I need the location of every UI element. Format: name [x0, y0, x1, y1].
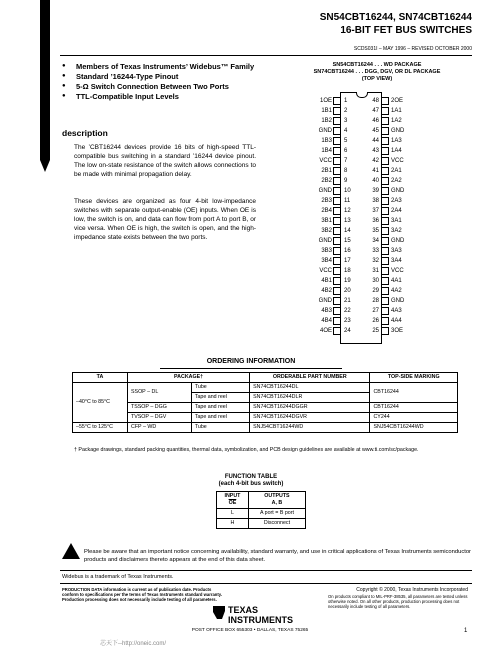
pin-name: 4A4 — [391, 318, 402, 324]
pin-name: 3B4 — [321, 258, 332, 264]
description-heading: description — [62, 128, 108, 138]
pin-name: GND — [391, 188, 405, 194]
pin-pad — [333, 287, 341, 295]
range-cell: –55°C to 125°C — [73, 423, 128, 433]
pin-number: 29 — [372, 288, 379, 294]
pin-pad — [333, 107, 341, 115]
trademark-rule — [60, 570, 472, 571]
pin-pad — [381, 117, 389, 125]
pin-name: GND — [391, 238, 405, 244]
part-cell: SN74CBT16244DLR — [250, 393, 370, 403]
description-para-2: These devices are organized as four 4-bit low-impedance switches with separate output-enable (OE) inputs. When OE is low, the switch is on, and data can flow from port A to port B, or vice versa. When OE is high, the switch is open, and the high-impedance state exists between the two ports. — [74, 198, 256, 241]
pin-name: 1B2 — [321, 118, 332, 124]
pin-number: 42 — [372, 158, 379, 164]
output-cell: A port = B port — [248, 509, 305, 519]
pin-name: 4B2 — [321, 288, 332, 294]
part-cell: SN74CBT16244DGGR — [250, 403, 370, 413]
title-line-2: 16-BIT FET BUS SWITCHES — [340, 25, 472, 36]
pin-number: 21 — [344, 298, 351, 304]
pin-pad — [381, 297, 389, 305]
pin-name: 3B3 — [321, 248, 332, 254]
pin-number: 13 — [344, 218, 351, 224]
pin-pad — [333, 307, 341, 315]
pin-number: 19 — [344, 278, 351, 284]
table-row — [217, 509, 306, 519]
pin-name: 2A1 — [391, 168, 402, 174]
pin-name: 3A3 — [391, 248, 402, 254]
copyright: Copyright © 2000, Texas Instruments Incorporated — [356, 587, 468, 593]
pin-name: 3A2 — [391, 228, 402, 234]
pin-pad — [381, 177, 389, 185]
address: POST OFFICE BOX 655303 • DALLAS, TEXAS 75265 — [191, 628, 309, 633]
pin-number: 15 — [344, 238, 351, 244]
pin-pad — [381, 277, 389, 285]
pin-number: 24 — [344, 328, 351, 334]
pin-pad — [381, 317, 389, 325]
pin-pad — [333, 317, 341, 325]
pin-pad — [333, 137, 341, 145]
pin-pad — [381, 137, 389, 145]
pin-pad — [333, 257, 341, 265]
type-cell: Tape and reel — [191, 393, 249, 403]
pin-number: 14 — [344, 228, 351, 234]
pin-pad — [381, 107, 389, 115]
pkg-cell: CFP – WD — [128, 423, 192, 433]
pin-name: 3OE — [391, 328, 404, 334]
page-number: 1 — [464, 628, 468, 634]
pin-number: 39 — [372, 188, 379, 194]
pin-pad — [381, 207, 389, 215]
pin-number: 18 — [344, 268, 351, 274]
pin-pad — [333, 127, 341, 135]
pin-name: GND — [318, 238, 332, 244]
pin-pad — [333, 327, 341, 335]
pin-number: 45 — [372, 128, 379, 134]
pin-pad — [381, 227, 389, 235]
pin-pad — [333, 277, 341, 285]
package-line-1: SN54CBT16244 . . . WD PACKAGE — [332, 62, 422, 68]
table-header-row — [217, 492, 306, 509]
feature-item: ● Members of Texas Instruments’ Widebus™ Family — [62, 62, 262, 71]
pin-pad — [381, 197, 389, 205]
function-table-title: FUNCTION TABLE — [224, 474, 278, 480]
pin-name: 4OE — [319, 328, 332, 334]
pin-pad — [381, 267, 389, 275]
pin-pad — [333, 237, 341, 245]
pin-number: 44 — [372, 138, 379, 144]
pin-pad — [333, 177, 341, 185]
table-row — [73, 403, 458, 413]
ordering-title: ORDERING INFORMATION — [206, 358, 296, 365]
table-header-row — [73, 373, 458, 383]
pin-name: 2B2 — [321, 178, 332, 184]
pin-number: 31 — [372, 268, 379, 274]
pin-number: 17 — [344, 258, 351, 264]
description-para-1: The ’CBT16244 devices provide 16 bits of high-speed TTL-compatible bus switching in a standard ’16244 device pinout. The low on-state resistance of the switch allows connections to be made with minimal propagation delay. — [74, 144, 256, 178]
pin-pad — [381, 247, 389, 255]
side-bar-graphic — [40, 0, 50, 160]
pin-name: GND — [318, 128, 332, 134]
pin-number: 36 — [372, 218, 379, 224]
pin-number: 40 — [372, 178, 379, 184]
pin-number: 3 — [344, 118, 348, 124]
pin-number: 35 — [372, 228, 379, 234]
pin-name: VCC — [319, 268, 332, 274]
col-header-marking: TOP-SIDE MARKING — [370, 373, 458, 383]
pin-number: 41 — [372, 168, 379, 174]
pin-name: VCC — [319, 158, 332, 164]
type-cell: Tape and reel — [191, 403, 249, 413]
pin-number: 25 — [372, 328, 379, 334]
pkg-cell: TSSOP – DGG — [128, 403, 192, 413]
pin-name: 3B2 — [321, 228, 332, 234]
type-cell: Tube — [191, 423, 249, 433]
range-cell: –40°C to 85°C — [73, 383, 128, 423]
pin-pad — [333, 97, 341, 105]
pin-name: 2A2 — [391, 178, 402, 184]
pin-name: 2OE — [391, 98, 404, 104]
pin-pad — [381, 157, 389, 165]
pkg-cell: TVSOP – DGV — [128, 413, 192, 423]
pin-number: 22 — [344, 308, 351, 314]
pin-pad — [381, 127, 389, 135]
ti-logo-icon — [212, 604, 226, 620]
pin-number: 12 — [344, 208, 351, 214]
pin-name: 4B4 — [321, 318, 332, 324]
pin-number: 46 — [372, 118, 379, 124]
table-row — [217, 519, 306, 529]
pin-name: 4B3 — [321, 308, 332, 314]
mark-cell: SNJ54CBT16244WD — [370, 423, 458, 433]
pin-pad — [333, 187, 341, 195]
pin-name: 4B1 — [321, 278, 332, 284]
watermark-text: 芯天下--http://oneic.com/ — [100, 641, 167, 647]
pin-pad — [381, 187, 389, 195]
pin-name: VCC — [391, 268, 404, 274]
part-cell: SN74CBT16244DL — [250, 383, 370, 393]
pin-name: GND — [318, 188, 332, 194]
pin-name: VCC — [391, 158, 404, 164]
pin-name: GND — [391, 128, 405, 134]
pin-name: 1A2 — [391, 118, 402, 124]
pin-pad — [381, 217, 389, 225]
pin-number: 34 — [372, 238, 379, 244]
pin-pad — [381, 167, 389, 175]
part-cell: SNJ54CBT16244WD — [250, 423, 370, 433]
pkg-cell: SSOP – DL — [128, 383, 192, 403]
pin-number: 11 — [344, 198, 351, 204]
mil-spec-note: On products compliant to MIL-PRF-38535, all parameters are tested unless otherwise noted. On all other products, production processing does not necessarily include testing of all parameters. — [328, 594, 468, 609]
pin-name: 3B1 — [321, 218, 332, 224]
col-header-outputs: OUTPUTS A, B — [248, 492, 305, 509]
pin-name: 1B1 — [321, 108, 332, 114]
ordering-table — [72, 372, 458, 433]
pin-number: 4 — [344, 128, 348, 134]
pin-name: 2B3 — [321, 198, 332, 204]
pin-pad — [381, 147, 389, 155]
pin-number: 2 — [344, 108, 348, 114]
pin-name: GND — [391, 298, 405, 304]
pin-pad — [333, 227, 341, 235]
pin-number: 16 — [344, 248, 351, 254]
pin-number: 20 — [344, 288, 351, 294]
pin-name: 1B4 — [321, 148, 332, 154]
pin-number: 23 — [344, 318, 351, 324]
pin-pad — [381, 237, 389, 245]
feature-list — [62, 62, 262, 102]
table-row — [73, 413, 458, 423]
pin-pad — [381, 97, 389, 105]
mark-cell: CY244 — [370, 413, 458, 423]
pin-name: 4A2 — [391, 288, 402, 294]
col-header-part: ORDERABLE PART NUMBER — [250, 373, 370, 383]
pin-number: 7 — [344, 158, 348, 164]
header-rule — [60, 55, 472, 56]
pin-pad — [333, 197, 341, 205]
pin-pad — [333, 157, 341, 165]
function-table — [216, 491, 306, 529]
part-cell: SN74CBT16244DGVR — [250, 413, 370, 423]
pin-name: 1B3 — [321, 138, 332, 144]
pin-name: GND — [318, 298, 332, 304]
package-line-3: (TOP VIEW) — [361, 76, 393, 82]
pin-pad — [381, 287, 389, 295]
doc-id: SCDS031I – MAY 1996 – REVISED OCTOBER 2000 — [353, 46, 472, 52]
feature-item: ● 5-Ω Switch Connection Between Two Ports — [62, 82, 262, 91]
pin-number: 37 — [372, 208, 379, 214]
pin-name: 4A3 — [391, 308, 402, 314]
type-cell: Tape and reel — [191, 413, 249, 423]
pin-name: 3A4 — [391, 258, 402, 264]
pin-number: 26 — [372, 318, 379, 324]
table-row — [73, 383, 458, 393]
package-line-2: SN74CBT16244 . . . DGG, DGV, OR DL PACKAGE — [313, 69, 441, 75]
input-cell: L — [217, 509, 249, 519]
ti-logo-text: TEXAS INSTRUMENTS — [228, 605, 293, 625]
warning-icon — [62, 543, 80, 559]
output-cell: Disconnect — [248, 519, 305, 529]
pin-name: 4A1 — [391, 278, 402, 284]
footer-rule — [60, 583, 472, 584]
pin-pad — [333, 167, 341, 175]
warning-text: Please be aware that an important notice concerning availability, standard warranty, and use in critical applications of Texas Instruments semiconductor products and disclaimers thereto appears at the end of this data sheet. — [84, 549, 471, 563]
pin-pad — [381, 327, 389, 335]
production-data-note: PRODUCTION DATA information is current as of publication date. Products conform to specifications per the terms of Texas Instruments standard warranty. Production processing does not necessarily include testing of all parameters. — [62, 587, 222, 602]
pin-pad — [333, 117, 341, 125]
pin-number: 30 — [372, 278, 379, 284]
pin-pad — [333, 207, 341, 215]
trademark-note: Widebus is a trademark of Texas Instruments. — [62, 574, 174, 580]
feature-item: ● Standard ’16244-Type Pinout — [62, 72, 262, 81]
ordering-rule — [160, 368, 342, 369]
pin-pad — [381, 257, 389, 265]
table-row — [73, 423, 458, 433]
pin-number: 6 — [344, 148, 348, 154]
pin-number: 10 — [344, 188, 351, 194]
type-cell: Tube — [191, 383, 249, 393]
pin-pad — [333, 217, 341, 225]
input-cell: H — [217, 519, 249, 529]
mark-cell: CBT16244 — [370, 403, 458, 413]
pin-number: 28 — [372, 298, 379, 304]
feature-item: ● TTL-Compatible Input Levels — [62, 92, 262, 101]
pin-number: 9 — [344, 178, 348, 184]
pin-pad — [381, 307, 389, 315]
pin-number: 47 — [372, 108, 379, 114]
pin-number: 1 — [344, 98, 348, 104]
package-footnote: † Package drawings, standard packing quantities, thermal data, symbolization, and PCB design guidelines are available at www.ti.com/sc/package. — [74, 447, 419, 453]
pin-name: 1OE — [319, 98, 332, 104]
pin-number: 38 — [372, 198, 379, 204]
pin-name: 3A1 — [391, 218, 402, 224]
pin-name: 1A1 — [391, 108, 402, 114]
pin-name: 2A3 — [391, 198, 402, 204]
mark-cell: CBT16244 — [370, 383, 458, 403]
pin-number: 32 — [372, 258, 379, 264]
pin-pad — [333, 267, 341, 275]
col-header-ta: TA — [73, 373, 128, 383]
pin-pad — [333, 147, 341, 155]
pin-number: 33 — [372, 248, 379, 254]
pin-number: 5 — [344, 138, 348, 144]
pin-number: 8 — [344, 168, 348, 174]
pin-number: 27 — [372, 308, 379, 314]
pin-name: 2B1 — [321, 168, 332, 174]
pin-name: 1A3 — [391, 138, 402, 144]
title-line-1: SN54CBT16244, SN74CBT16244 — [319, 12, 472, 23]
pin-pad — [333, 297, 341, 305]
pin-name: 1A4 — [391, 148, 402, 154]
col-header-package: PACKAGE† — [128, 373, 250, 383]
pin-number: 48 — [372, 98, 379, 104]
pin-name: 2B4 — [321, 208, 332, 214]
col-header-input: INPUT $\overline{OE}$ — [217, 492, 249, 509]
pin-name: 2A4 — [391, 208, 402, 214]
pin-pad — [333, 247, 341, 255]
pin-number: 43 — [372, 148, 379, 154]
package-header — [282, 62, 472, 83]
function-table-subtitle: (each 4-bit bus switch) — [218, 481, 284, 487]
